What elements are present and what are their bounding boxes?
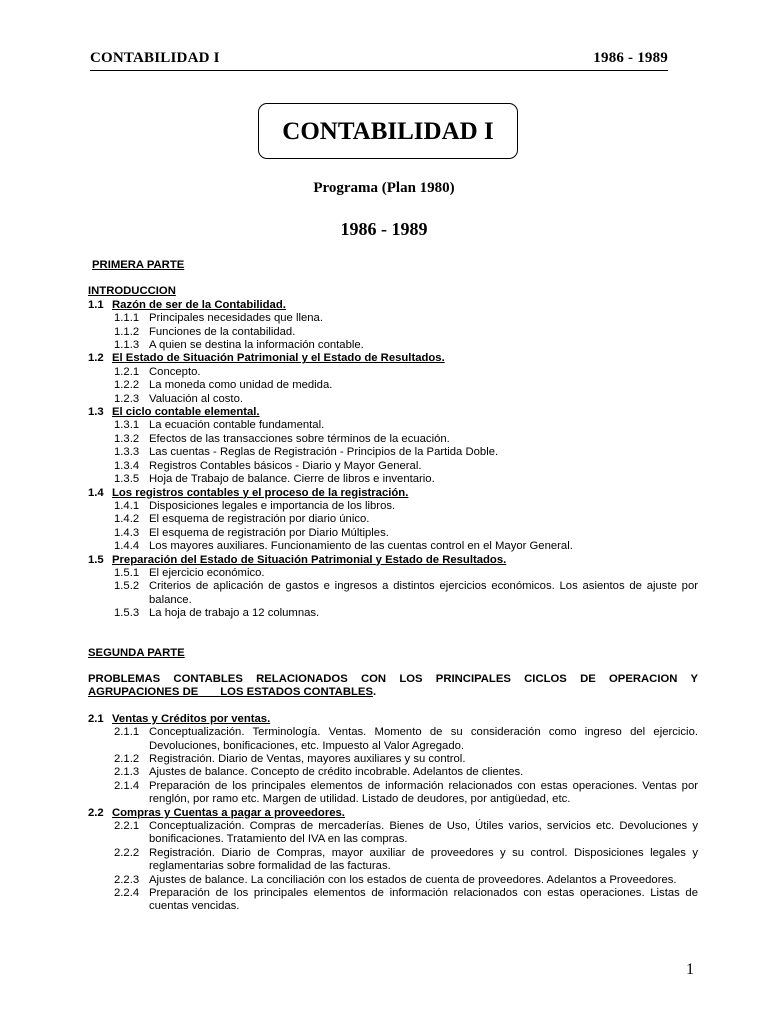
item-text: Funciones de la contabilidad. — [149, 325, 296, 338]
section-heading — [88, 352, 698, 365]
item-text: Criterios de aplicación de gastos e ingresos a distintos ejercicios económicos. Los asientos de ajuste por balance. — [149, 580, 698, 606]
section-title: El Estado de Situación Patrimonial y el Estado de Resultados. — [112, 352, 445, 365]
list-item — [88, 567, 698, 580]
item-number: 1.1.2 — [114, 325, 140, 338]
item-number: 1.4.1 — [114, 499, 140, 512]
section-title: Los registros contables y el proceso de la registración. — [112, 486, 409, 499]
item-number: 2.2.3 — [114, 873, 140, 886]
item-number: 2.1.2 — [114, 753, 140, 765]
item-text: Registración. Diario de Compras, mayor auxiliar de proveedores y su control. Disposiciones legales y reglamentarias sobre formalidad de las facturas. — [149, 846, 698, 873]
section-heading — [88, 713, 698, 726]
item-number: 1.1.3 — [114, 339, 140, 352]
section-number: 1.4 — [88, 486, 104, 499]
list-item — [88, 874, 698, 887]
item-text: Ajustes de balance. Concepto de crédito incobrable. Adelantos de clientes. — [149, 766, 524, 779]
list-item — [88, 500, 698, 513]
program-subtitle: Programa (Plan 1980) — [313, 180, 455, 196]
running-header-title: CONTABILIDAD I — [90, 50, 220, 66]
item-number: 2.1.3 — [114, 766, 140, 779]
problemas-heading-line2 — [88, 686, 698, 699]
list-item — [88, 366, 698, 379]
problemas-heading-part-c: . — [372, 686, 377, 699]
section-title: Razón de ser de la Contabilidad. — [112, 298, 286, 311]
item-text: Disposiciones legales e importancia de los libros. — [149, 499, 396, 512]
item-text: Preparación de los principales elementos de información relacionados con estas operaciones. Ventas por renglón, por ramo etc. Margen de utilidad. Listado de deudores, por antigüedad, etc. — [149, 779, 698, 806]
section-title: Compras y Cuentas a pagar a proveedores. — [112, 806, 345, 819]
item-number: 1.1.1 — [114, 312, 140, 325]
list-item — [88, 473, 698, 486]
item-number: 2.2.2 — [114, 846, 140, 859]
syllabus-content — [88, 256, 698, 914]
list-item — [88, 460, 698, 473]
item-number: 1.5.3 — [114, 607, 140, 620]
item-number: 1.3.4 — [114, 459, 140, 472]
list-item — [88, 766, 698, 779]
item-number: 1.3.2 — [114, 432, 140, 445]
section-number: 1.1 — [88, 298, 104, 311]
list-item — [88, 339, 698, 352]
problemas-heading-part-b: LOS ESTADOS CONTABLES — [220, 686, 373, 699]
list-item — [88, 513, 698, 526]
list-item — [88, 379, 698, 392]
section-number: 2.1 — [88, 712, 104, 725]
item-text: Ajustes de balance. La conciliación con los estados de cuenta de proveedores. Adelantos a Proveedores. — [149, 873, 677, 886]
section-number: 1.5 — [88, 553, 104, 566]
item-number: 2.2.4 — [114, 887, 140, 900]
item-text: Concepto. — [149, 365, 201, 378]
item-number: 1.2.3 — [114, 392, 140, 405]
page-number: 1 — [686, 961, 694, 978]
list-item — [88, 433, 698, 446]
item-text: Conceptualización. Compras de mercaderías. Bienes de Uso, Útiles varios, servicios etc. Devoluciones y bonificaciones. Tratamiento del IVA en las compras. — [149, 820, 698, 846]
item-number: 1.5.1 — [114, 566, 140, 579]
item-text: Registración. Diario de Ventas, mayores auxiliares y su control. — [149, 753, 466, 765]
list-item — [88, 326, 698, 339]
item-number: 1.3.3 — [114, 446, 140, 459]
list-item — [88, 726, 698, 753]
item-text: Efectos de las transacciones sobre términos de la ecuación. — [149, 432, 450, 445]
section-heading — [88, 807, 698, 820]
list-item — [88, 419, 698, 432]
document-title: CONTABILIDAD I — [282, 118, 494, 145]
item-number: 1.4.2 — [114, 513, 140, 526]
list-item — [88, 607, 698, 620]
item-number: 1.2.2 — [114, 379, 140, 392]
title-box — [258, 103, 518, 159]
list-item — [88, 820, 698, 847]
item-text: Las cuentas - Reglas de Registración - Principios de la Partida Doble. — [149, 446, 499, 459]
list-item — [88, 580, 698, 607]
list-item — [88, 780, 698, 807]
item-number: 1.2.1 — [114, 365, 140, 378]
item-text: Registros Contables básicos - Diario y Mayor General. — [149, 459, 422, 472]
section-title: El ciclo contable elemental. — [112, 406, 260, 419]
section-number: 2.2 — [88, 806, 104, 819]
item-number: 2.1.4 — [114, 779, 140, 792]
section-title: Preparación del Estado de Situación Patrimonial y Estado de Resultados. — [112, 553, 507, 566]
section-number: 1.2 — [88, 352, 104, 365]
item-text: Hoja de Trabajo de balance. Cierre de libros e inventario. — [149, 473, 435, 486]
item-text: La ecuación contable fundamental. — [149, 419, 325, 432]
item-text: Los mayores auxiliares. Funcionamiento de las cuentas control en el Mayor General. — [149, 540, 573, 553]
list-item — [88, 527, 698, 540]
list-item — [88, 312, 698, 325]
item-number: 1.5.2 — [114, 580, 140, 593]
part-heading-segunda: SEGUNDA PARTE — [88, 646, 185, 659]
item-text: El ejercicio económico. — [149, 566, 265, 579]
item-text: Preparación de los principales elementos de información relacionados con estas operaciones. Listas de cuentas vencidas. — [149, 887, 698, 913]
item-number: 1.3.1 — [114, 419, 140, 432]
item-text: La hoja de trabajo a 12 columnas. — [149, 607, 320, 620]
section-heading — [88, 554, 698, 567]
list-item — [88, 540, 698, 553]
section-heading — [88, 406, 698, 419]
running-header — [90, 50, 668, 67]
item-text: Valuación al costo. — [149, 392, 243, 405]
list-item — [88, 446, 698, 459]
list-item — [88, 847, 698, 874]
part-heading-primera: PRIMERA PARTE — [92, 259, 185, 271]
item-text: A quien se destina la información contable. — [149, 339, 364, 352]
list-item — [88, 393, 698, 406]
item-number: 1.4.4 — [114, 540, 140, 553]
item-text: Conceptualización. Terminología. Ventas. Momento de su consideración como ingreso del ejercicio. Devoluciones, bonificaciones, etc. Impuesto al Valor Agregado. — [149, 726, 698, 752]
program-years: 1986 - 1989 — [340, 219, 428, 239]
list-item — [88, 887, 698, 914]
introduccion-heading: INTRODUCCION — [88, 285, 176, 298]
item-text: El esquema de registración por diario único. — [149, 513, 370, 526]
list-item — [88, 753, 698, 766]
section-heading — [88, 487, 698, 500]
item-number: 2.1.1 — [114, 726, 140, 739]
item-number: 1.4.3 — [114, 526, 140, 539]
item-text: Principales necesidades que llena. — [149, 312, 323, 325]
section-heading — [88, 299, 698, 312]
item-text: El esquema de registración por Diario Múltiples. — [149, 526, 389, 539]
item-text: La moneda como unidad de medida. — [149, 379, 333, 392]
section-title: Ventas y Créditos por ventas. — [112, 712, 271, 725]
running-header-years: 1986 - 1989 — [593, 50, 668, 66]
section-number: 1.3 — [88, 406, 104, 419]
problemas-heading-line1: PROBLEMAS CONTABLES RELACIONADOS CON LOS PRINCIPALES CICLOS DE OPERACION Y — [88, 672, 698, 685]
item-number: 1.3.5 — [114, 473, 140, 486]
item-number: 2.2.1 — [114, 820, 140, 833]
header-rule — [90, 70, 668, 71]
problemas-heading-part-a: AGRUPACIONES DE — [88, 686, 199, 699]
